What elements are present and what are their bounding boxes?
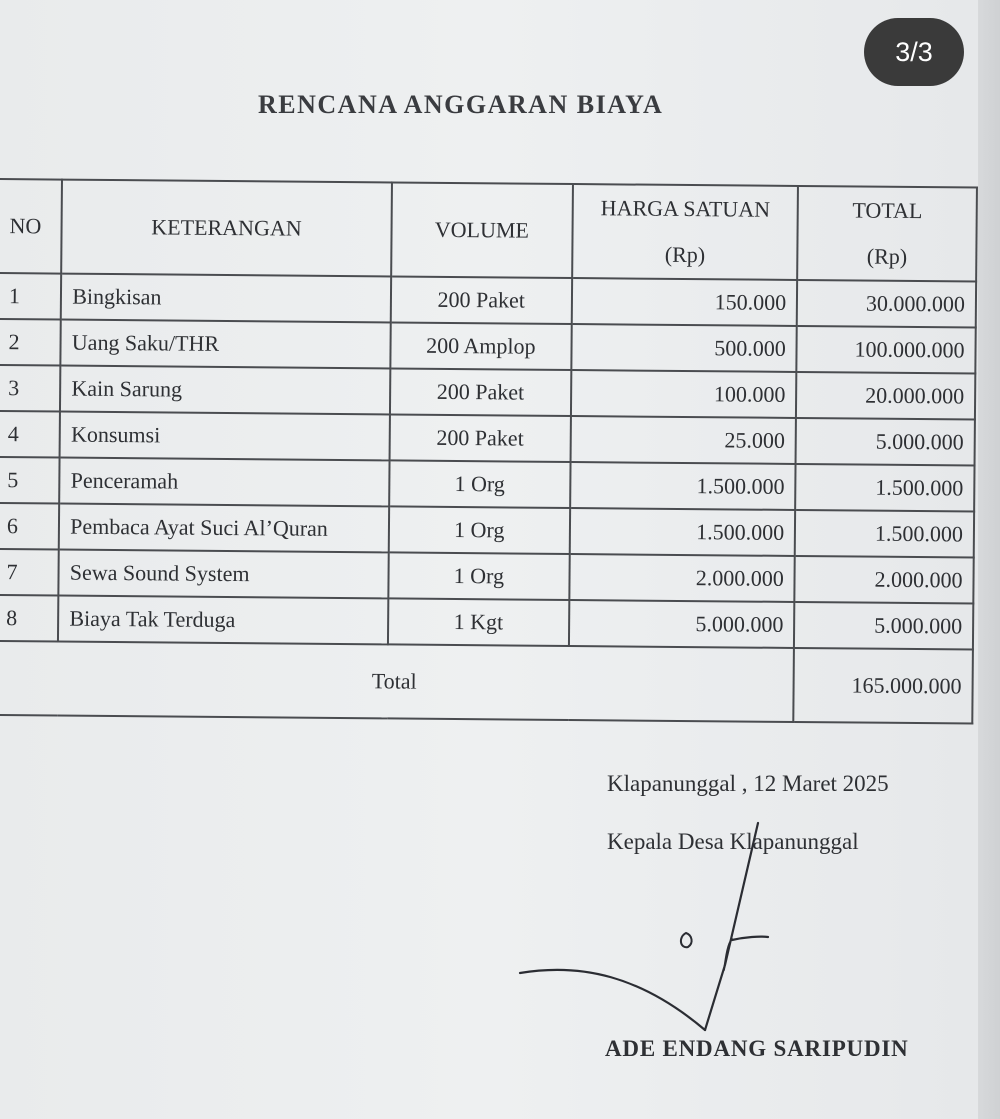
cell-no: 7 bbox=[0, 549, 59, 596]
cell-no: 3 bbox=[0, 365, 61, 412]
total-label: Total bbox=[0, 641, 794, 722]
budget-table bbox=[0, 178, 978, 725]
cell-total: 20.000.000 bbox=[796, 372, 975, 420]
signature-role: Kepala Desa Klapanunggal bbox=[607, 829, 859, 854]
cell-volume: 200 Paket bbox=[390, 276, 572, 324]
header-volume: VOLUME bbox=[391, 182, 573, 278]
cell-no: 2 bbox=[0, 319, 61, 366]
cell-volume: 1 Org bbox=[389, 460, 571, 508]
cell-harga-satuan: 5.000.000 bbox=[569, 600, 795, 648]
cell-total: 100.000.000 bbox=[797, 326, 976, 374]
signature-place-date: Klapanunggal , 12 Maret 2025 bbox=[607, 771, 889, 796]
cell-keterangan: Biaya Tak Terduga bbox=[58, 596, 388, 645]
cell-no: 1 bbox=[0, 273, 61, 320]
cell-keterangan: Kain Sarung bbox=[60, 366, 390, 415]
cell-volume: 1 Kgt bbox=[388, 598, 570, 646]
cell-volume: 1 Org bbox=[388, 552, 570, 600]
header-total-unit: (Rp) bbox=[866, 243, 908, 269]
cell-harga-satuan: 500.000 bbox=[571, 324, 797, 372]
header-harga-satuan-label: HARGA SATUAN bbox=[600, 195, 771, 222]
cell-keterangan: Sewa Sound System bbox=[59, 550, 389, 599]
header-no: NO bbox=[0, 179, 62, 274]
cell-volume: 200 Paket bbox=[390, 368, 572, 416]
cell-keterangan: Pembaca Ayat Suci Al’Quran bbox=[59, 504, 389, 553]
cell-keterangan: Penceramah bbox=[59, 458, 389, 507]
cell-keterangan: Uang Saku/THR bbox=[61, 320, 391, 369]
cell-total: 5.000.000 bbox=[796, 418, 975, 466]
header-harga-satuan bbox=[572, 184, 798, 280]
table-header-row bbox=[0, 179, 977, 282]
cell-volume: 200 Amplop bbox=[390, 322, 572, 370]
cell-keterangan: Konsumsi bbox=[60, 412, 390, 461]
cell-total: 5.000.000 bbox=[794, 602, 973, 650]
cell-harga-satuan: 100.000 bbox=[571, 370, 797, 418]
header-harga-satuan-unit: (Rp) bbox=[664, 241, 706, 268]
cell-no: 6 bbox=[0, 503, 59, 550]
document-title: RENCANA ANGGARAN BIAYA bbox=[258, 90, 664, 119]
cell-total: 1.500.000 bbox=[795, 464, 974, 512]
cell-no: 5 bbox=[0, 457, 60, 504]
cell-total: 2.000.000 bbox=[795, 556, 974, 604]
cell-total: 30.000.000 bbox=[797, 280, 976, 328]
handwritten-signature bbox=[510, 815, 790, 1045]
paper-edge bbox=[978, 0, 1000, 1119]
cell-no: 8 bbox=[0, 595, 59, 642]
table-total-row bbox=[0, 641, 973, 724]
cell-harga-satuan: 1.500.000 bbox=[570, 462, 796, 510]
header-total-label: TOTAL bbox=[852, 197, 923, 224]
cell-volume: 1 Org bbox=[388, 506, 570, 554]
header-keterangan: KETERANGAN bbox=[61, 180, 391, 277]
cell-harga-satuan: 150.000 bbox=[572, 278, 798, 326]
total-value: 165.000.000 bbox=[794, 648, 973, 724]
cell-keterangan: Bingkisan bbox=[61, 274, 391, 323]
signatory-name: ADE ENDANG SARIPUDIN bbox=[605, 1036, 909, 1061]
cell-total: 1.500.000 bbox=[795, 510, 974, 558]
cell-harga-satuan: 2.000.000 bbox=[569, 554, 795, 602]
cell-no: 4 bbox=[0, 411, 60, 458]
cell-harga-satuan: 1.500.000 bbox=[570, 508, 796, 556]
cell-harga-satuan: 25.000 bbox=[571, 416, 797, 464]
header-total bbox=[797, 186, 977, 282]
cell-volume: 200 Paket bbox=[389, 414, 571, 462]
page-indicator-badge: 3/3 bbox=[864, 18, 964, 86]
